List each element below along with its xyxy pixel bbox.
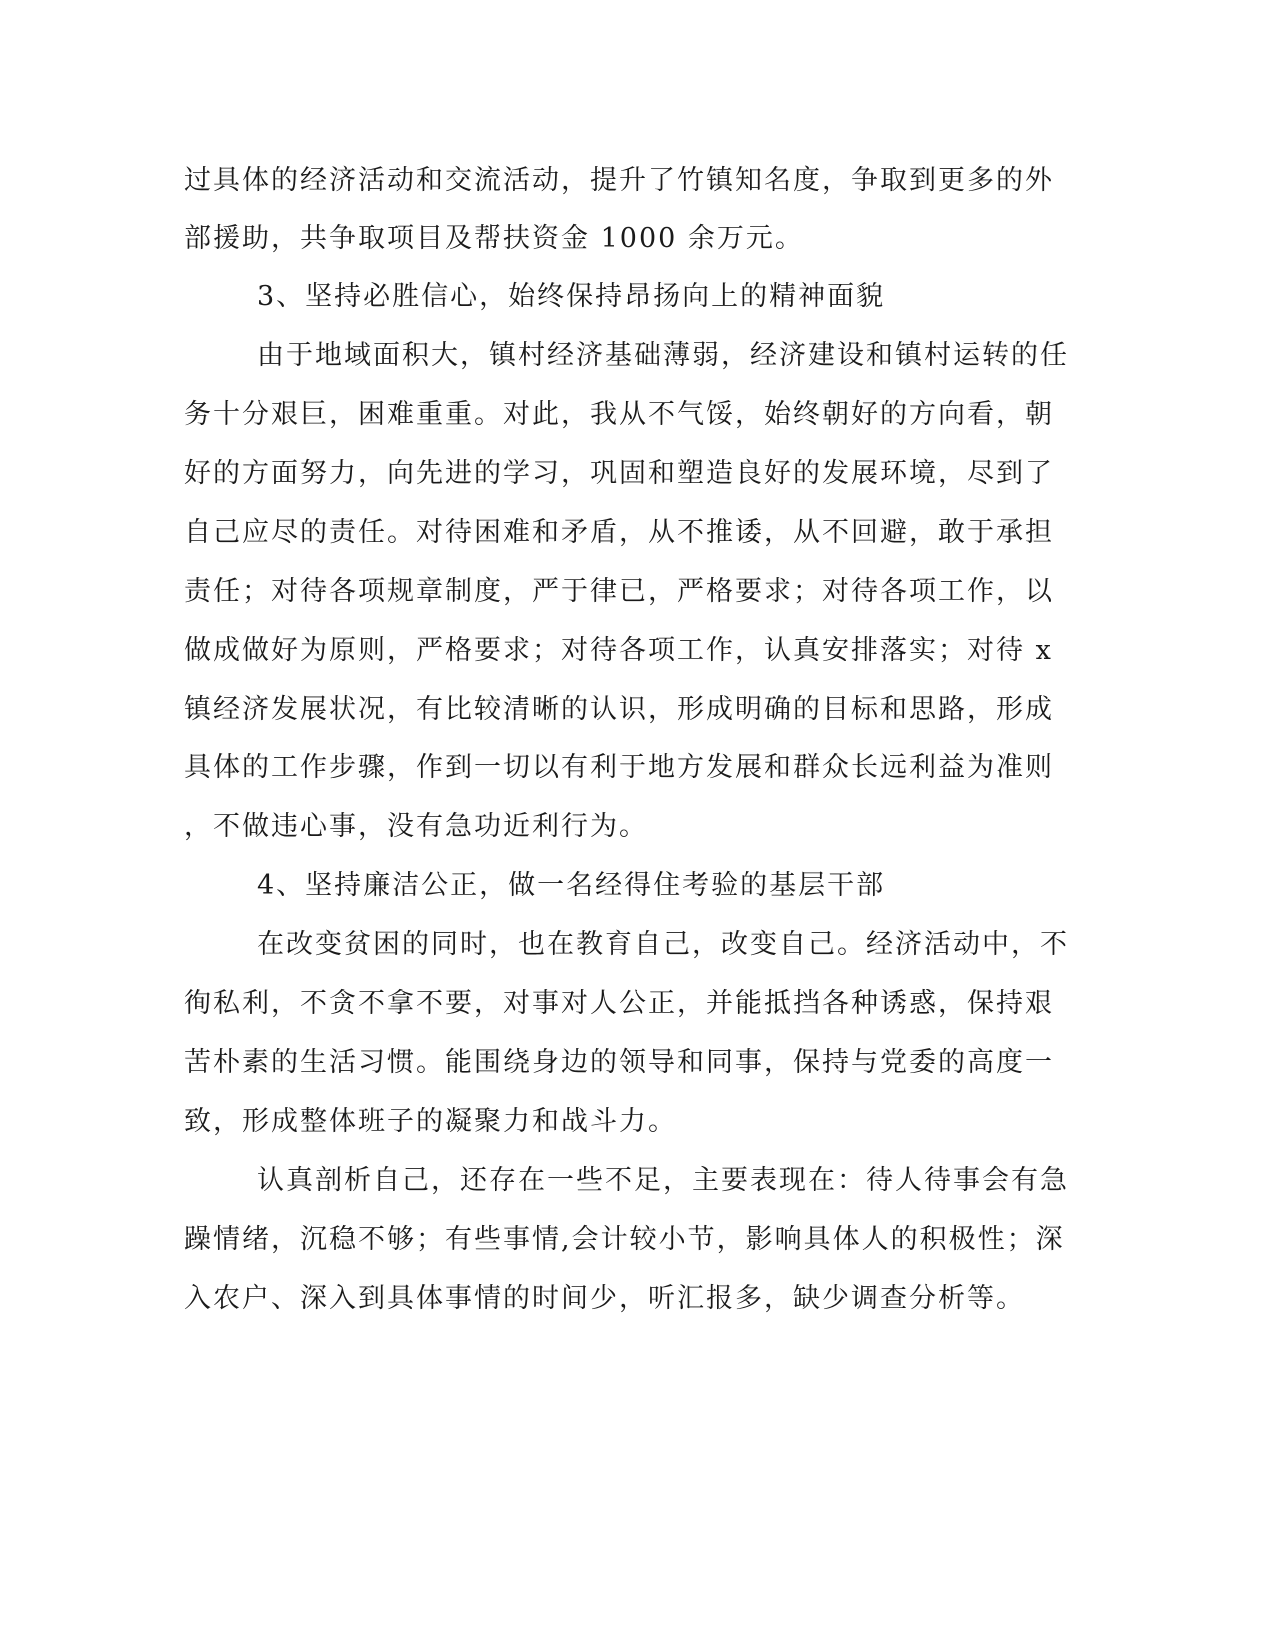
text-line: 做成做好为原则，严格要求；对待各项工作，认真安排落实；对待 x	[184, 635, 1053, 666]
text-line: 入农户、深入到具体事情的时间少，听汇报多，缺少调查分析等。	[184, 1283, 1025, 1314]
text-line: 徇私利，不贪不拿不要，对事对人公正，并能抵挡各种诱惑，保持艰	[184, 988, 1054, 1019]
text-line: 由于地域面积大，镇村经济基础薄弱，经济建设和镇村运转的任	[257, 340, 1069, 371]
text-line: 具体的工作步骤，作到一切以有利于地方发展和群众长远利益为准则	[184, 752, 1054, 783]
text-line: 务十分艰巨，困难重重。对此，我从不气馁，始终朝好的方向看，朝	[184, 399, 1054, 430]
text-line: 躁情绪，沉稳不够；有些事情,会计较小节，影响具体人的积极性；深	[184, 1224, 1065, 1255]
text-line: 自己应尽的责任。对待困难和矛盾，从不推诿，从不回避，敢于承担	[184, 517, 1054, 548]
text-line: 部援助，共争取项目及帮扶资金 1000 余万元。	[184, 223, 804, 254]
text-line: ，不做违心事，没有急功近利行为。	[184, 811, 648, 842]
text-line: 镇经济发展状况，有比较清晰的认识，形成明确的目标和思路，形成	[184, 694, 1054, 725]
text-line: 苦朴素的生活习惯。能围绕身边的领导和同事，保持与党委的高度一	[184, 1047, 1054, 1078]
text-line: 认真剖析自己，还存在一些不足，主要表现在：待人待事会有急	[257, 1165, 1069, 1196]
text-line: 好的方面努力，向先进的学习，巩固和塑造良好的发展环境，尽到了	[184, 458, 1054, 489]
section-heading-4: 4、坚持廉洁公正，做一名经得住考验的基层干部	[257, 870, 886, 901]
section-heading-3: 3、坚持必胜信心，始终保持昂扬向上的精神面貌	[257, 281, 886, 312]
text-line: 过具体的经济活动和交流活动，提升了竹镇知名度，争取到更多的外	[184, 165, 1054, 196]
text-line: 致，形成整体班子的凝聚力和战斗力。	[184, 1106, 677, 1137]
text-line: 在改变贫困的同时，也在教育自己，改变自己。经济活动中，不	[257, 929, 1069, 960]
text-line: 责任；对待各项规章制度，严于律已，严格要求；对待各项工作，以	[184, 576, 1054, 607]
